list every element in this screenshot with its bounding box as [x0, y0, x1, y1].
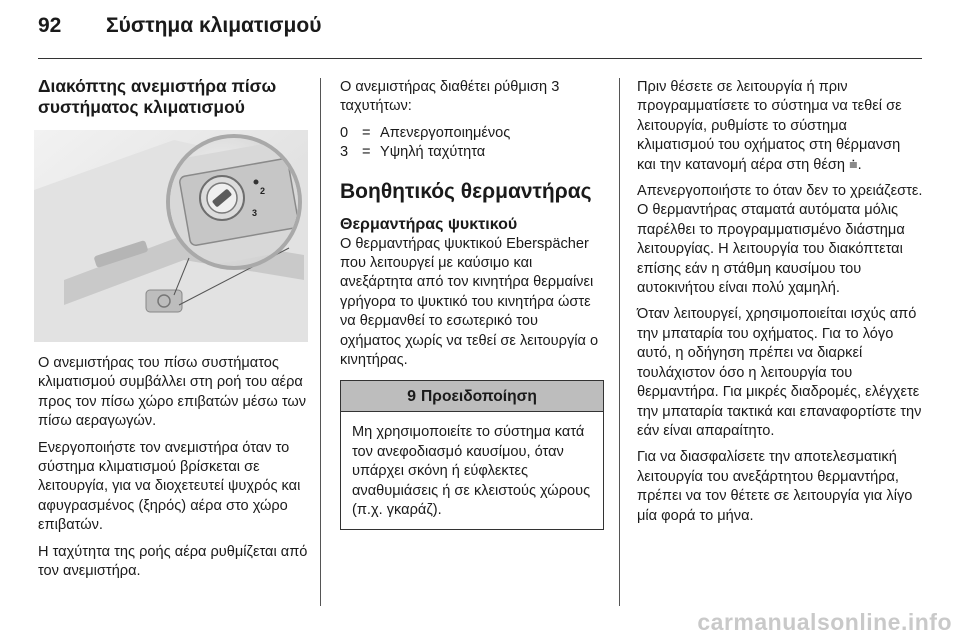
warning-header: [341, 381, 603, 412]
fan-switch-icon: [34, 130, 308, 342]
fan-settings-list: [340, 124, 603, 163]
setting-equals: =: [362, 144, 371, 161]
warning-text: Μη χρησιμοποιείτε το σύστημα κατά τον ανεφοδιασμό καυσίμου, όταν υπάρχει σκόνη ή εύφλεκτες αναθυμιάσεις ή σε κλειστούς χώρους (π.χ. γκαράζ).: [352, 424, 591, 519]
warning-body: [341, 412, 603, 528]
column-divider: [320, 78, 321, 606]
paragraph: Η ταχύτητα της ροής αέρα ρυθμίζεται από τον ανεμιστήρα.: [38, 543, 308, 580]
setting-key: 0: [340, 124, 349, 141]
paragraph: Ενεργοποιήστε τον ανεμιστήρα όταν το σύστημα κλιματισμού βρίσκεται σε λειτουργία, για να διοχετευτεί ψυχρός και αφυγρασμένος (ξηρός) αέρα στο χώρο επιβατών.: [38, 439, 301, 534]
paragraph: Πριν θέσετε σε λειτουργία ή πριν προγραμματίσετε το σύστημα να τεθεί σε λειτουργία, ρυθμίστε το σύστημα κλιματισμού του οχήματος στη θέρμανση και την κατανομή αέρα στη θέση ⩧.: [637, 79, 902, 173]
warning-triangle-icon: 9: [407, 387, 417, 405]
warning-box: [340, 380, 604, 529]
header-rule: [38, 58, 922, 59]
setting-key: 3: [340, 144, 349, 161]
page-header: [38, 14, 321, 44]
warning-title: Προειδοποίηση: [421, 387, 537, 405]
fan-speed-intro: Ο ανεμιστήρας διαθέτει ρύθμιση 3 ταχυτήτων:: [340, 79, 560, 115]
paragraph: Ο ανεμιστήρας του πίσω συστήματος κλιματισμού συμβάλλει στη ροή του αέρα προς τον πίσω χώρο επιβατών μέσω των πίσω αεραγωγών.: [38, 355, 307, 430]
paragraph: Ο θερμαντήρας ψυκτικού Eberspächer που λειτουργεί με καύσιμο και ανεξάρτητα από τον κινητήρα θερμαίνει γρήγορα το ψυκτικό του κινητήρα ώστε να θερμανθεί το εσωτερικό του οχήματος χωρίς να τεθεί σε λειτουργία ο κινητήρας.: [340, 235, 599, 369]
knob-label-3: 3: [252, 208, 258, 218]
paragraph: Για να διασφαλίσετε την αποτελεσματική λειτουργία του ανεξάρτητου θερμαντήρα, πρέπει να τον θέτετε σε λειτουργία για λίγο μία φορά το μήνα.: [637, 449, 913, 524]
knob-label-2: 2: [260, 186, 266, 196]
setting-equals: =: [362, 124, 371, 141]
rear-fan-switch-illustration: [34, 130, 308, 342]
section-heading: Διακόπτης ανεμιστήρα πίσω συστήματος κλιματισμού: [38, 76, 277, 117]
paragraph: Απενεργοποιήστε το όταν δεν το χρειάζεστε. Ο θερμαντήρας σταματά αυτόματα μόλις παρέλθει το προγραμματισμένο διάστημα λειτουργίας. Η λειτουργία του διακόπτεται επίσης εάν η στάθμη καυσίμου του αυτοκινήτου είναι πολύ χαμηλή.: [637, 183, 923, 297]
setting-value: Υψηλή ταχύτητα: [380, 144, 486, 161]
watermark: carmanualsonline.info: [697, 609, 952, 635]
column-3: [637, 78, 923, 533]
auxiliary-heater-heading: Βοηθητικός θερμαντήρας: [340, 179, 592, 203]
setting-value: Απενεργοποιημένος: [380, 124, 511, 141]
chapter-title: Σύστημα κλιματισμού: [106, 14, 322, 37]
column-1: [38, 68, 308, 588]
setting-row: [340, 124, 603, 143]
column-divider: [619, 78, 620, 606]
column-2: [340, 78, 603, 530]
coolant-heater-heading: Θερμαντήρας ψυκτικού: [340, 215, 518, 233]
paragraph: Όταν λειτουργεί, χρησιμοποιείται ισχύς από την μπαταρία του οχήματος. Για το λόγο αυτό, η οδήγηση πρέπει να διαρκεί τουλάχιστον όσο η λειτουργία του θερμαντήρα. Για μικρές διαδρομές, ελέγχετε την μπαταρία τακτικά και επαναφορτίστε την εάν είναι απαραίτητο.: [637, 306, 922, 439]
setting-row: [340, 143, 603, 162]
page-number: 92: [38, 14, 62, 37]
